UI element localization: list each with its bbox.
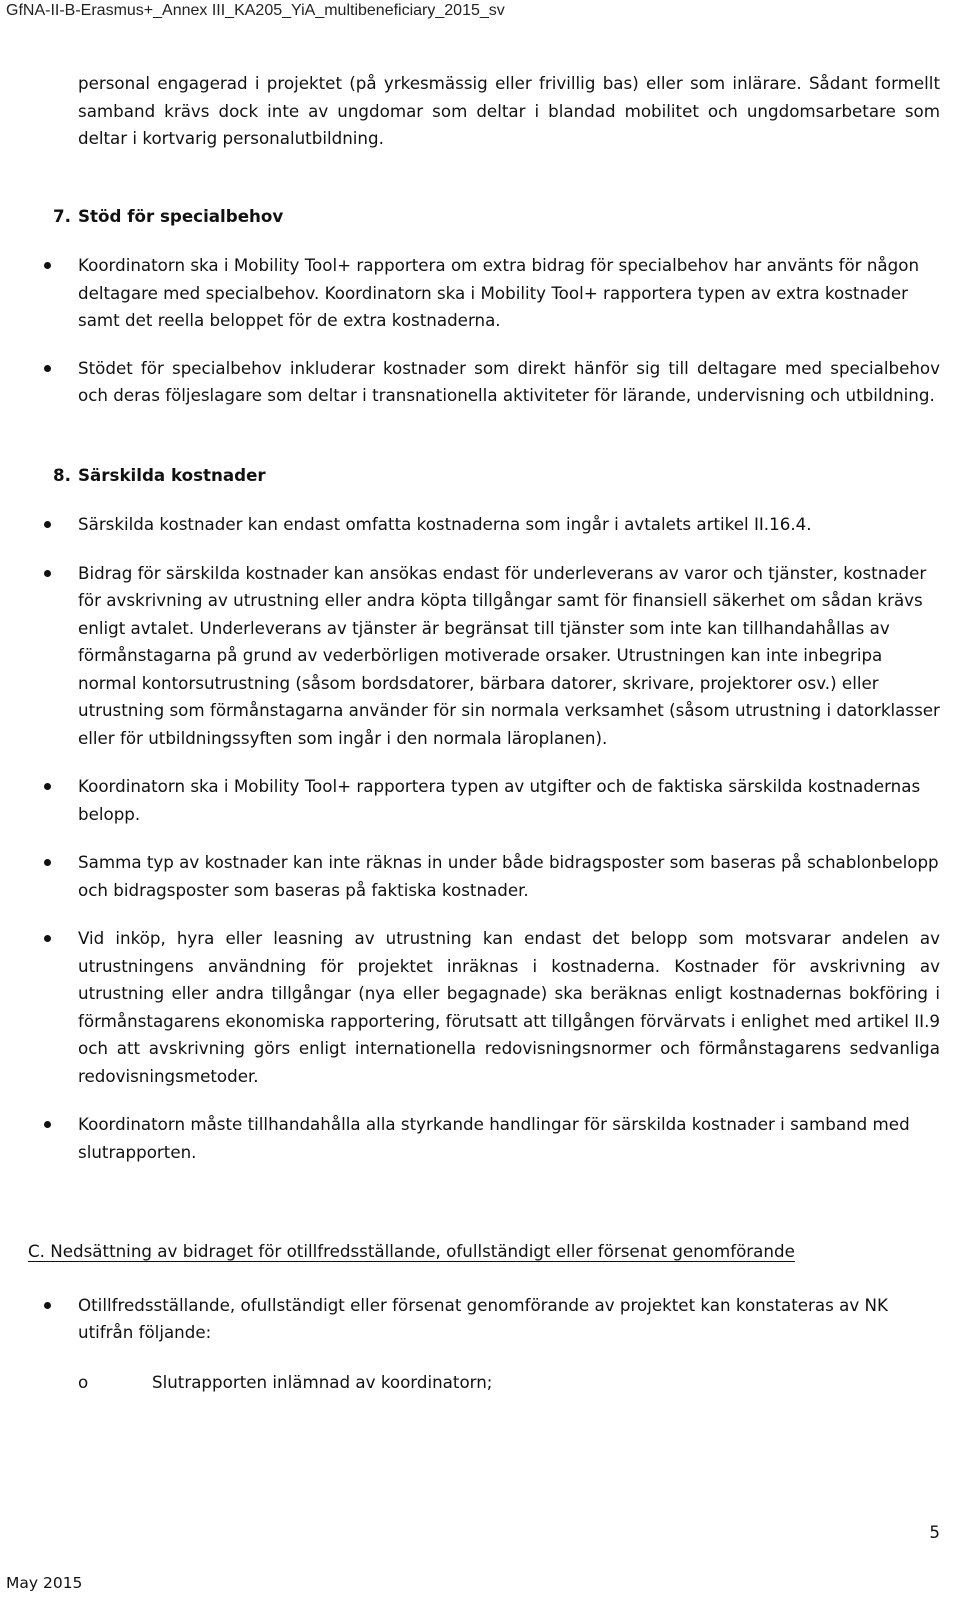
sub-list-item: o Slutrapporten inlämnad av koordinatorn; — [78, 1369, 940, 1397]
bullet-icon — [44, 521, 51, 528]
bullet-icon — [44, 859, 51, 866]
bullet-icon — [44, 570, 51, 577]
circle-bullet-icon: o — [78, 1371, 89, 1392]
intro-paragraph: personal engagerad i projektet (på yrkesmässig eller frivillig bas) eller som inlärare. Sådant formellt samband krävs dock inte av ungdomar som deltar i blandad mobilitet och ungdomsarbetare som deltar i kortvarig personalutbildning. — [78, 73, 940, 148]
section-8-heading — [53, 462, 940, 490]
list-item: Otillfredsställande, ofullständigt eller försenat genomförande av projektet kan konstateras av NK utifrån följande: — [78, 1292, 940, 1347]
list-item: Koordinatorn ska i Mobility Tool+ rapportera om extra bidrag för specialbehov har använts för någon deltagare med specialbehov. Koordinatorn ska i Mobility Tool+ rapportera typen av extra kostnader samt det reella beloppet för de extra kostnaderna. — [78, 252, 940, 335]
section-7-number: 7. — [53, 205, 71, 226]
section-7-title: Stöd för specialbehov — [78, 205, 284, 226]
list-item: Koordinatorn ska i Mobility Tool+ rapportera typen av utgifter och de faktiska särskilda kostnadernas belopp. — [78, 773, 940, 828]
list-item: Koordinatorn måste tillhandahålla alla styrkande handlingar för särskilda kostnader i samband med slutrapporten. — [78, 1111, 940, 1166]
section-8-list — [78, 511, 940, 1166]
footer-date: May 2015 — [6, 1574, 83, 1592]
bullet-icon — [44, 1121, 51, 1128]
list-item: Stödet för specialbehov inkluderar kostnader som direkt hänför sig till deltagare med specialbehov och deras följeslagare som deltar i transnationella aktiviteter för lärande, undervisning och utbildning. — [78, 355, 940, 410]
section-c-heading: C. Nedsättning av bidraget för otillfredsställande, ofullständigt eller försenat genomförande — [28, 1241, 795, 1261]
list-item: Samma typ av kostnader kan inte räknas in under både bidragsposter som baseras på schablonbelopp och bidragsposter som baseras på faktiska kostnader. — [78, 849, 940, 904]
document-body — [28, 70, 940, 1396]
bullet-icon — [44, 935, 51, 942]
section-c-list — [78, 1292, 940, 1347]
list-item: Vid inköp, hyra eller leasning av utrustning kan endast det belopp som motsvarar andelen av utrustningens användning för projektet inräknas i kostnaderna. Kostnader för avskrivning av utrustning eller andra tillgångar (nya eller begagnade) ska beräknas enligt kostnadernas bokföring i förmånstagarens ekonomiska rapportering, förutsatt att tillgången förvärvats i enlighet med artikel II.9 och att avskrivning görs enligt internationella redovisningsnormer och förmånstagarens sedvanliga redovisningsmetoder. — [78, 925, 940, 1090]
section-8-title: Särskilda kostnader — [78, 464, 266, 485]
bullet-icon — [44, 262, 51, 269]
section-7-heading — [53, 203, 940, 231]
list-item: Särskilda kostnader kan endast omfatta kostnaderna som ingår i avtalets artikel II.16.4. — [78, 511, 940, 539]
bullet-icon — [44, 1302, 51, 1309]
bullet-icon — [44, 365, 51, 372]
section-7-list — [78, 252, 940, 410]
document-header-title: GfNA-II-B-Erasmus+_Annex III_KA205_YiA_multibeneficiary_2015_sv — [6, 2, 505, 19]
section-8-number: 8. — [53, 464, 71, 485]
page-number: 5 — [929, 1522, 940, 1542]
bullet-icon — [44, 783, 51, 790]
list-item: Bidrag för särskilda kostnader kan ansökas endast för underleverans av varor och tjänster, kostnader för avskrivning av utrustning eller andra köpta tillgångar samt för finansiell säkerhet om sådan krävs enligt avtalet. Underleverans av tjänster är begränsat till tjänster som inte kan tillhandahållas av förmånstagarna på grund av vederbörligen motiverade orsaker. Utrustningen kan inte inbegripa normal kontorsutrustning (såsom bordsdatorer, bärbara datorer, skrivare, projektorer osv.) eller utrustning som förmånstagarna använder för sin normala verksamhet (såsom utrustning i datorklasser eller för utbildningssyften som ingår i den normala läroplanen). — [78, 560, 940, 753]
